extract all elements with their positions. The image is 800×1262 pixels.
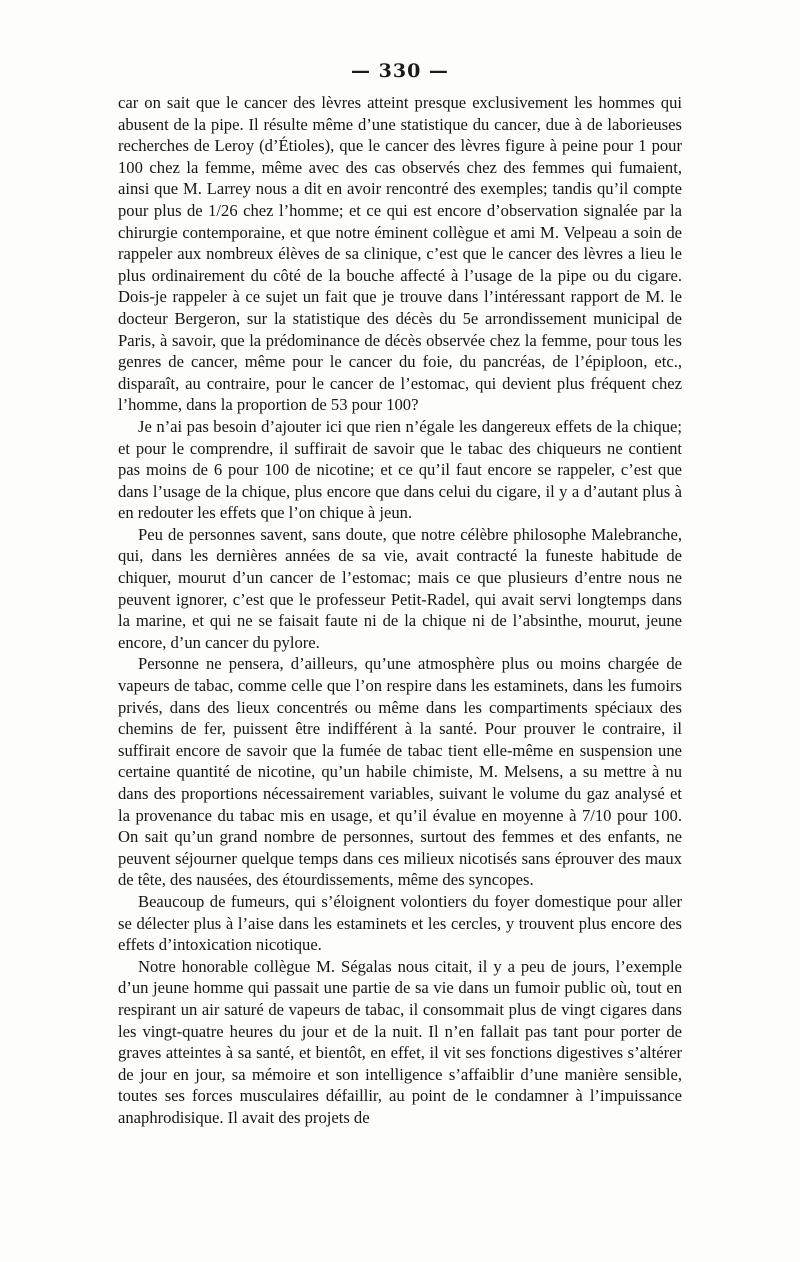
paragraph-5: Beaucoup de fumeurs, qui s’éloignent volontiers du foyer domestique pour aller se délecter plus à l’aise dans les estaminets et les cercles, y trouvent plus encore des effets d’intoxication nicotique.	[118, 891, 682, 955]
paragraph-4: Personne ne pensera, d’ailleurs, qu’une atmosphère plus ou moins chargée de vapeurs de tabac, comme celle que l’on respire dans les estaminets, dans les fumoirs privés, dans des lieux concentrés ou même dans les compartiments spéciaux des chemins de fer, puissent être indifférent à la santé. Pour prouver le contraire, il suffirait encore de savoir que la fumée de tabac tient elle-même en suspension une certaine quantité de nicotine, qu’un habile chimiste, M. Melsens, a su mettre à nu dans des proportions nécessairement variables, suivant le volume du gaz analysé et la provenance du tabac mis en usage, et qu’il évalue en moyenne à 7/10 pour 100. On sait qu’un grand nombre de personnes, surtout des femmes et des enfants, ne peuvent séjourner quelque temps dans ces milieux nicotisés sans éprouver des maux de tête, des nausées, des étourdissements, même des syncopes.	[118, 654, 682, 890]
page-number: — 330 —	[351, 60, 449, 82]
paragraph-6: Notre honorable collègue M. Ségalas nous citait, il y a peu de jours, l’exemple d’un jeune homme qui passait une partie de sa vie dans un fumoir public où, tout en respirant un air saturé de vapeurs de tabac, il consommait plus de vingt cigares dans les vingt-quatre heures du jour et de la nuit. Il n’en fallait pas tant pour porter de graves atteintes à sa santé, et bientôt, en effet, il vit ses fonctions digestives s’altérer de jour en jour, sa mémoire et son intelligence s’affaiblir d’une manière sensible, toutes ses forces musculaires défaillir, au point de le condamner à l’impuissance anaphrodisique. Il avait des projets de	[118, 956, 682, 1127]
paragraph-1: car on sait que le cancer des lèvres atteint presque exclusivement les hommes qui abusent de la pipe. Il résulte même d’une statistique du cancer, due à de laborieuses recherches de Leroy (d’Étioles), que le cancer des lèvres figure à peine pour 1 pour 100 chez la femme, même avec des cas observés chez des femmes qui fumaient, ainsi que M. Larrey nous a dit en avoir rencontré des exemples; tandis qu’il compte pour plus de 1/26 chez l’homme; et ce qui est encore d’observation signalée par la chirurgie contemporaine, et que notre éminent collègue et ami M. Velpeau a soin de rappeler aux nombreux élèves de sa clinique, c’est que le cancer des lèvres a lieu le plus ordinairement du côté de la bouche affecté à l’usage de la pipe ou du cigare. Dois-je rappeler à ce sujet un fait que je trouve dans l’intéressant rapport de M. le docteur Bergeron, sur la statistique des décès du 5e arrondissement municipal de Paris, à savoir, que la prédominance de décès observée chez la femme, pour tous les genres de cancer, même pour le cancer du foie, du pancréas, de l’épiploon, etc., disparaît, au contraire, pour le cancer de l’estomac, qui devient plus fréquent chez l’homme, dans la proportion de 53 pour 100?	[118, 93, 682, 415]
paragraph-3: Peu de personnes savent, sans doute, que notre célèbre philosophe Malebranche, qui, dans les dernières années de sa vie, avait contracté la funeste habitude de chiquer, mourut d’un cancer de l’estomac; mais ce que plusieurs d’entre nous ne peuvent ignorer, c’est que le professeur Petit-Radel, qui avait servi longtemps dans la marine, et qui ne se faisait faute ni de la chique ni de l’absinthe, mourut, jeune encore, d’un cancer du pylore.	[118, 524, 682, 652]
paragraph-2: Je n’ai pas besoin d’ajouter ici que rien n’égale les dangereux effets de la chique; et pour le comprendre, il suffirait de savoir que le tabac des chiqueurs ne contient pas moins de 6 pour 100 de nicotine; et ce qu’il faut encore se rappeler, c’est que dans l’usage de la chique, plus encore que dans celui du cigare, il y a d’autant plus à en redouter les effets que l’on chique à jeun.	[118, 416, 682, 523]
body-text	[118, 92, 682, 1129]
